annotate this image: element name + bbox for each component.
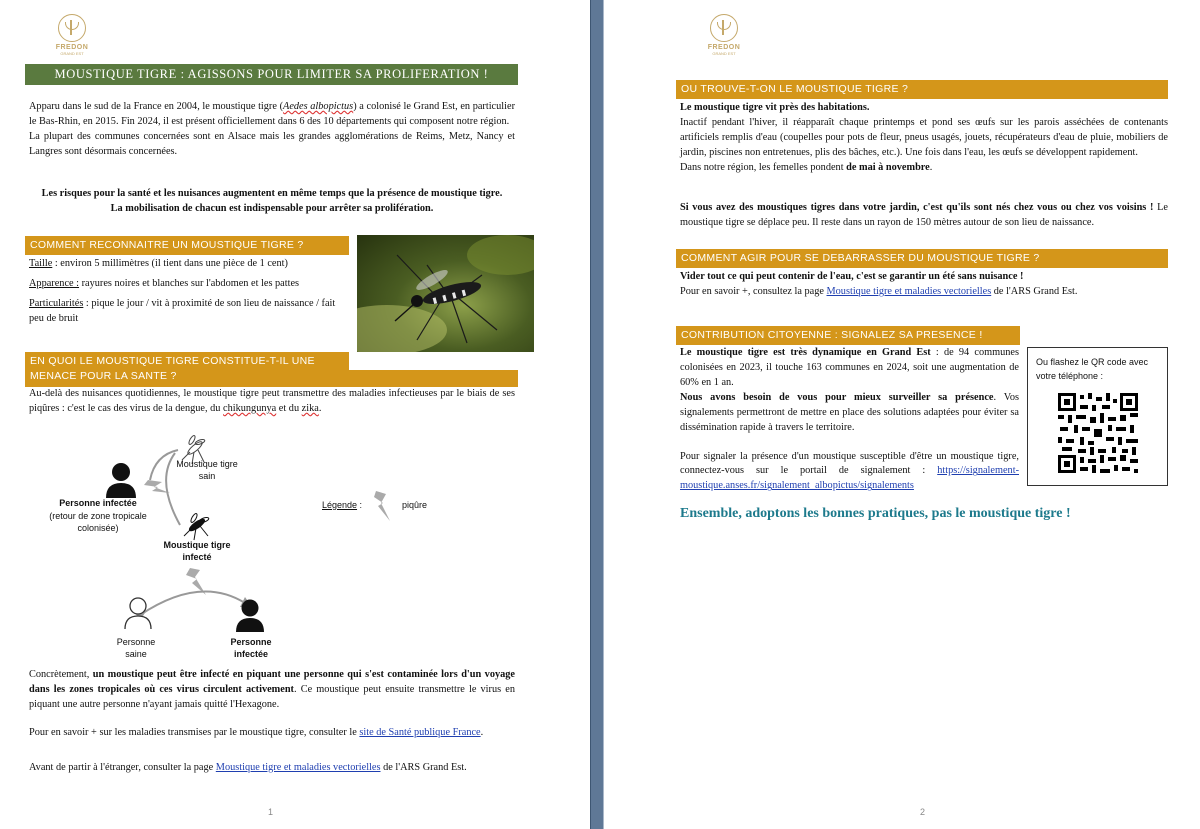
- leaf-icon: [58, 14, 86, 42]
- signalement-link[interactable]: https://signalement-moustique.anses.fr/signalement_albopictus/signalements: [680, 465, 1019, 492]
- mosquito-photo: [357, 235, 534, 352]
- section-header-recognize: COMMENT RECONNAITRE UN MOUSTIQUE TIGRE ?: [25, 236, 349, 255]
- person-infected-icon-2: [236, 600, 264, 633]
- person-infected-icon: [106, 463, 136, 498]
- section-header-where: OU TROUVE-T-ON LE MOUSTIQUE TIGRE ?: [676, 80, 1168, 99]
- label-moustique-infecte: Moustique tigre infecté: [163, 540, 231, 562]
- scientific-name: Aedes albopictus: [283, 101, 354, 112]
- garden-paragraph: Si vous avez des moustiques tigres dans votre jardin, c'est qu'ils sont nés chez vous ou chez vos voisins ! Le moustique tigre se déplace peu. Il reste dans un rayon de 150 mètres autour de son lieu de naissance.: [680, 202, 1168, 228]
- recognize-details: Taille : environ 5 millimètres (il tient dans une pièce de 1 cent) Apparence : rayures noires et blanches sur l'abdomen et les pattes Particularités : pique le jour / vit à proximité de son lieu de naissance / fait peu de bruit: [29, 258, 336, 324]
- legend-piqure: piqûre: [402, 500, 428, 510]
- fredon-logo: FREDON GRAND EST: [50, 14, 94, 56]
- concretement-paragraph: Concrètement, un moustique peut être infecté en piquant une personne qui s'est contaminée lors d'un voyage dans les zones tropicales où ces virus circulent activement. Ce moustique peut ensuite transmettre le virus en piquant une autre personne n'ayant jamais quitté l'Hexagone.: [29, 669, 515, 710]
- legend-bite-icon: [372, 491, 392, 523]
- contribution-paragraph: Le moustique tigre est très dynamique en Grand Est : de 94 communes colonisées en 2023, il touche 163 communes en 2024, soit une augmentation de 60% en 1 an. Nous avons besoin de vous pour mieux surveiller sa présence. Vos signalements permettront de mettre en place des solutions adaptées pour éviter sa dissémination rapide à travers le territoire. Pour signaler la présence d'un moustique susceptible d'être un moustique tigre, connectez-vous sur le portail de signalement : https://signalement-moustique.anses.fr/signalement_albopictus/signalements: [680, 347, 1019, 492]
- ars-link-2[interactable]: Moustique tigre et maladies vectorielles: [826, 285, 992, 297]
- more-info-paragraph: Pour en savoir + sur les maladies transmises par le moustique tigre, consulter le site de Santé publique France.: [29, 727, 484, 738]
- mosquito-infected-icon: [184, 513, 209, 540]
- section-header-threat-text: EN QUOI LE MOUSTIQUE TIGRE CONSTITUE-T-IL UNE MENACE POUR LA SANTE ?: [30, 355, 315, 383]
- intro-paragraph: Apparu dans le sud de la France en 2004, le moustique tigre (Aedes albopictus) a colonisé le Grand Est, en particulier le Bas-Rhin, en 2015. Fin 2024, il est présent officiellement dans 6 des 10 départements qui composent notre région. La plupart des communes concernées sont en Alsace mais les grandes agglomérations de Reims, Metz, Nancy et Langres sont désormais concernées.: [29, 101, 516, 157]
- section-header-act: COMMENT AGIR POUR SE DEBARRASSER DU MOUSTIQUE TIGRE ?: [676, 249, 1168, 268]
- leaf-icon-2: [710, 14, 738, 42]
- person-healthy-icon: [125, 598, 151, 629]
- sante-publique-link[interactable]: site de Santé publique France: [359, 727, 481, 738]
- label-personne-saine: Personne saine: [116, 637, 156, 659]
- page-number-2: 2: [920, 807, 926, 817]
- label-moustique-sain: Moustique tigre sain: [176, 459, 238, 481]
- section-header-contribution: CONTRIBUTION CITOYENNE : SIGNALEZ SA PRESENCE !: [676, 326, 1020, 345]
- qr-code-box: [1027, 347, 1168, 486]
- label-personne-infectee: Personne infectée: [59, 498, 137, 508]
- qr-text: Ou flashez le QR code avec votre téléphone :: [1036, 357, 1149, 381]
- page-1: [0, 0, 590, 829]
- ars-link-1[interactable]: Moustique tigre et maladies vectorielles: [215, 762, 381, 773]
- threat-paragraph: Au-delà des nuisances quotidiennes, le moustique tigre peut transmettre des maladies infectieuses par le biais de ses piqûres : c'est le cas des virus de la dengue, du chikungunya et du zika.: [29, 388, 515, 414]
- label-retour: (retour de zone tropicale colonisée): [49, 511, 147, 533]
- main-title: MOUSTIQUE TIGRE : AGISSONS POUR LIMITER SA PROLIFERATION !: [25, 64, 518, 85]
- qr-code-icon[interactable]: [1058, 393, 1138, 473]
- act-paragraph: Vider tout ce qui peut contenir de l'eau, c'est se garantir un été sans nuisance ! Pour en savoir +, consultez la page Moustique tigre et maladies vectorielles de l'ARS Grand Est.: [680, 271, 1078, 297]
- where-paragraph: Le moustique tigre vit près des habitations. Inactif pendant l'hiver, il réapparaît chaque printemps et pond ses œufs sur les parois asséchées de contenants artificiels remplis d'eau (coupelles pour pots de fleur, pneus usagés, jouets, récupérateurs d'eau de pluie, mobiliers de jardin, piscines non entretenues, plis des bâches, etc.). Une fois dans l'eau, les œufs se développent rapidement. Dans notre région, les femelles pondent de mai à novembre.: [680, 102, 1168, 173]
- label-personne-infectee-2: Personne infectée: [230, 637, 272, 659]
- page-2: [604, 0, 1200, 829]
- travel-paragraph: Avant de partir à l'étranger, consulter la page Moustique tigre et maladies vectorielles de l'ARS Grand Est.: [29, 762, 467, 773]
- risk-statement: Les risques pour la santé et les nuisances augmentent en même temps que la présence de moustique tigre. La mobilisation de chacun est indispensable pour arrêter sa prolifération.: [41, 188, 503, 214]
- legend: Légende :: [322, 500, 363, 510]
- closing-slogan: Ensemble, adoptons les bonnes pratiques, pas le moustique tigre !: [680, 506, 1071, 521]
- page-number-1: 1: [268, 807, 274, 817]
- fredon-logo-2: FREDON GRAND EST: [702, 14, 746, 56]
- page-divider: [590, 0, 604, 829]
